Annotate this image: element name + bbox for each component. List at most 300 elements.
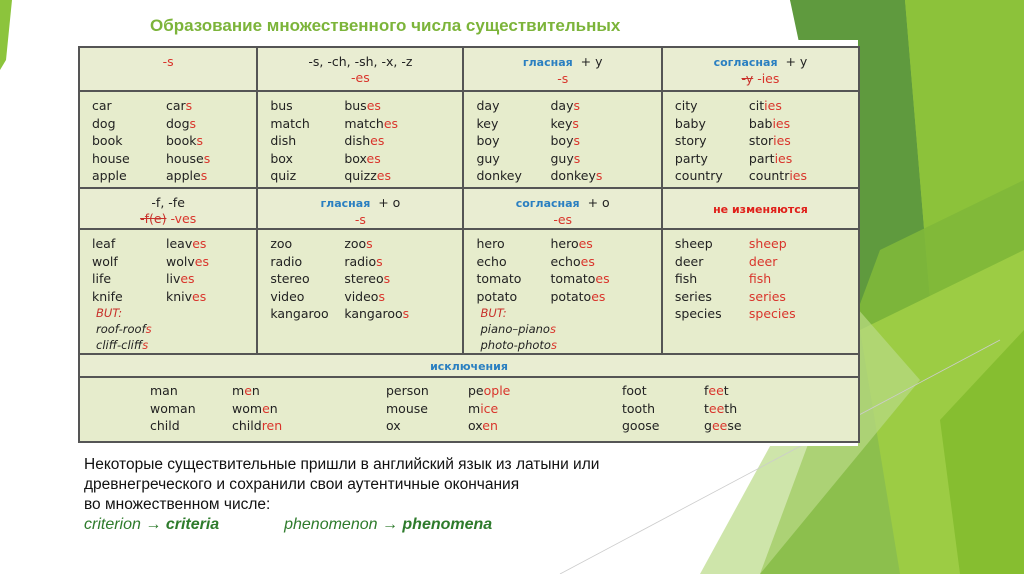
rule-ending xyxy=(464,71,660,87)
singular-word: day xyxy=(476,98,500,113)
exception-group xyxy=(386,382,622,435)
plural-word xyxy=(468,417,498,435)
plural-ending: s xyxy=(402,306,410,321)
plural-stem: liv xyxy=(166,271,181,286)
plural-stem: boy xyxy=(550,133,574,148)
plural-stem: se xyxy=(727,418,742,433)
plural-word xyxy=(550,97,580,115)
rule-letter-type: гласная xyxy=(320,197,371,210)
plural-ending: ice xyxy=(480,400,499,416)
plural-ending: ies xyxy=(772,115,791,131)
plural-word xyxy=(468,382,510,400)
word-pair xyxy=(476,150,660,168)
word-pair xyxy=(622,382,858,400)
plural-ending: es xyxy=(180,271,195,286)
plural-stem: donkey xyxy=(550,168,596,183)
singular-word: potato xyxy=(476,288,518,304)
but-example xyxy=(96,337,256,353)
word-pair xyxy=(150,400,386,418)
singular-word: goose xyxy=(622,418,660,433)
exception-group xyxy=(622,382,858,435)
plural-word xyxy=(344,115,398,133)
rule-condition-text: + y xyxy=(785,54,808,69)
plural-stem: cit xyxy=(748,98,765,113)
singular-word: video xyxy=(270,288,305,304)
plural-stem: dish xyxy=(344,133,371,148)
plural-ending: s xyxy=(189,115,197,131)
but-example xyxy=(96,321,256,337)
rule-header xyxy=(79,188,257,229)
plural-stem: wom xyxy=(232,400,263,416)
plural-stem: wolv xyxy=(166,253,195,269)
singular-word: zoo xyxy=(270,236,293,251)
exceptions-label: исключения xyxy=(430,360,508,373)
singular-word: bus xyxy=(270,98,293,113)
plural-word xyxy=(166,115,196,133)
rule-ending xyxy=(464,212,660,228)
plural-ending: es xyxy=(595,271,610,286)
word-pair xyxy=(675,235,858,253)
plural-ending: s xyxy=(550,338,557,352)
plural-word xyxy=(749,270,771,288)
plural-rules-table-image xyxy=(64,40,858,446)
word-pair xyxy=(270,115,462,133)
plural-ending: en xyxy=(482,418,498,433)
plural-word xyxy=(166,132,203,150)
plural-ending: ee xyxy=(708,383,724,398)
plural-ending: s xyxy=(383,271,391,286)
plural-stem: box xyxy=(344,150,367,166)
word-pair xyxy=(675,305,858,323)
word-pair xyxy=(92,270,256,288)
added-ending: -ies xyxy=(757,71,780,86)
plural-word xyxy=(166,97,192,115)
rule-letter-type: согласная xyxy=(515,197,580,210)
plural-ending: ies xyxy=(789,168,808,183)
singular-word: guy xyxy=(476,150,500,166)
example-1-base: criterion → xyxy=(84,516,162,533)
singular-word: deer xyxy=(674,253,704,269)
plural-word xyxy=(749,132,791,150)
singular-word: donkey xyxy=(476,168,522,183)
word-pair xyxy=(270,305,462,323)
plural-word xyxy=(166,270,195,288)
plural-ending: sheep xyxy=(748,236,787,251)
rule-words xyxy=(662,91,859,188)
plural-word xyxy=(550,253,594,271)
word-pair xyxy=(92,150,256,168)
singular-word: mouse xyxy=(386,400,428,416)
plural-word xyxy=(232,382,260,400)
plural-stem: stereo xyxy=(344,271,384,286)
plural-word xyxy=(704,400,737,418)
rule-header xyxy=(662,188,859,229)
rule-condition xyxy=(258,195,462,212)
added-ending: -s xyxy=(162,54,174,69)
rule-condition xyxy=(80,195,256,211)
word-pair xyxy=(675,97,858,115)
added-ending: -es xyxy=(351,70,370,85)
plural-ending: es xyxy=(366,150,381,166)
rule-condition xyxy=(258,54,462,70)
word-pair xyxy=(476,167,660,185)
singular-word: series xyxy=(674,288,712,304)
plural-stem: apple xyxy=(166,168,201,183)
added-ending: -ves xyxy=(170,211,197,226)
plural-ending: s xyxy=(378,288,385,304)
rule-condition-text: + y xyxy=(580,54,603,69)
word-pair xyxy=(150,382,386,400)
rule-ending xyxy=(663,71,858,87)
plural-ending: s xyxy=(200,168,208,183)
rule-condition xyxy=(464,54,660,71)
added-ending: -s xyxy=(354,212,366,227)
plural-ending: es xyxy=(194,253,209,269)
word-pair xyxy=(476,115,660,133)
rule-condition-text: -s, -ch, -sh, -x, -z xyxy=(308,54,413,69)
plural-stem: child xyxy=(232,418,262,433)
rule-words xyxy=(463,91,661,188)
plural-ending: es xyxy=(383,115,399,131)
plural-stem: roof-roof xyxy=(96,322,146,336)
plural-stem: cliff-cliff xyxy=(96,338,143,352)
plural-stem: t xyxy=(704,400,709,416)
note-line-2: древнегреческого и сохранили свои аутентичные окончания xyxy=(84,476,520,493)
rule-words xyxy=(463,229,661,354)
singular-word: kangaroo xyxy=(270,306,329,321)
plural-word xyxy=(344,132,384,150)
plural-stem: th xyxy=(724,400,738,416)
plural-stem: quizz xyxy=(344,168,377,183)
rule-condition xyxy=(663,195,858,218)
plural-ending: ee xyxy=(708,400,725,416)
singular-word: quiz xyxy=(270,168,297,183)
plural-word xyxy=(550,115,578,133)
plural-stem: tomato xyxy=(550,271,596,286)
plural-stem: book xyxy=(166,133,197,148)
latin-greek-note xyxy=(84,455,599,535)
removed-ending: -f(e) xyxy=(140,211,167,226)
plural-stem: n xyxy=(269,400,278,416)
plural-word xyxy=(468,400,498,418)
rule-header xyxy=(463,47,661,91)
singular-word: apple xyxy=(92,168,127,183)
added-ending: -s xyxy=(557,71,569,86)
singular-word: ox xyxy=(386,418,401,433)
plural-word xyxy=(550,167,602,185)
rule-words xyxy=(79,229,257,354)
singular-word: foot xyxy=(622,383,647,398)
word-pair xyxy=(270,132,462,150)
singular-word: stereo xyxy=(270,271,310,286)
singular-word: boy xyxy=(476,133,500,148)
plural-ending: es xyxy=(370,133,385,148)
word-pair xyxy=(92,167,256,185)
rule-condition xyxy=(464,195,660,212)
note-line-3: во множественном числе: xyxy=(84,496,271,513)
plural-word xyxy=(704,382,729,400)
word-pair xyxy=(675,150,858,168)
plural-ending: species xyxy=(748,306,796,321)
plural-ending: es xyxy=(192,288,207,304)
plural-word xyxy=(166,253,209,271)
exceptions-header xyxy=(79,354,859,377)
singular-word: tooth xyxy=(622,400,656,416)
plural-ending: ople xyxy=(483,383,511,398)
plural-word xyxy=(749,235,787,253)
word-pair xyxy=(476,270,660,288)
plural-ending: s xyxy=(196,133,203,148)
plural-word xyxy=(550,150,580,168)
plural-stem: stor xyxy=(748,133,774,148)
rule-words xyxy=(257,229,463,354)
word-pair xyxy=(675,288,858,306)
word-pair xyxy=(622,417,858,435)
plural-stem: photo-photo xyxy=(480,338,551,352)
plural-word xyxy=(344,97,381,115)
singular-word: child xyxy=(150,418,180,433)
plural-stem: g xyxy=(704,418,712,433)
singular-word: hero xyxy=(476,236,505,251)
singular-word: key xyxy=(476,115,499,131)
word-pair xyxy=(270,253,462,271)
word-pair xyxy=(92,235,256,253)
word-pair xyxy=(476,132,660,150)
singular-word: tomato xyxy=(476,271,522,286)
singular-word: dish xyxy=(270,133,297,148)
singular-word: wolf xyxy=(92,253,118,269)
word-pair xyxy=(675,167,858,185)
exception-group xyxy=(150,382,386,435)
but-label: BUT: xyxy=(96,306,123,320)
plural-word xyxy=(550,235,592,253)
plural-stem: dog xyxy=(166,115,190,131)
word-pair xyxy=(476,288,660,306)
plural-stem: echo xyxy=(550,253,581,269)
plural-stem: hero xyxy=(550,236,579,251)
plural-stem: f xyxy=(704,383,709,398)
plural-ending: s xyxy=(366,236,373,251)
plural-ending: s xyxy=(142,338,149,352)
singular-word: radio xyxy=(270,253,303,269)
exceptions-grid xyxy=(150,382,858,435)
singular-word: book xyxy=(92,133,123,148)
plural-word xyxy=(749,253,777,271)
word-pair xyxy=(92,288,256,306)
word-pair xyxy=(270,270,462,288)
rule-ending xyxy=(258,70,462,86)
plural-stem: m xyxy=(468,400,481,416)
rule-ending xyxy=(258,212,462,228)
plural-stem: leav xyxy=(166,236,193,251)
rule-words xyxy=(662,229,859,354)
rule-words xyxy=(257,91,463,188)
but-exceptions xyxy=(92,305,256,353)
but-example xyxy=(480,321,660,337)
plural-stem: part xyxy=(748,150,775,166)
plural-stem: n xyxy=(251,383,260,398)
plural-ending: es xyxy=(366,98,381,113)
word-pair xyxy=(386,417,622,435)
plural-ending: es xyxy=(376,168,391,183)
rule-condition-text: + o xyxy=(587,195,610,210)
word-pair xyxy=(92,132,256,150)
but-exceptions xyxy=(476,305,660,353)
rule-header xyxy=(257,47,463,91)
plural-word xyxy=(166,167,207,185)
word-pair xyxy=(270,150,462,168)
plural-stem: t xyxy=(723,383,729,398)
plural-stem: guy xyxy=(550,150,574,166)
singular-word: person xyxy=(386,383,429,398)
singular-word: dog xyxy=(92,115,116,131)
rule-ending xyxy=(80,54,256,70)
word-pair xyxy=(270,97,462,115)
plural-stem: day xyxy=(550,98,574,113)
plural-ending: s xyxy=(595,168,603,183)
plural-stem: car xyxy=(166,98,186,113)
rule-header xyxy=(257,188,463,229)
plural-word xyxy=(166,288,206,306)
plural-stem: video xyxy=(344,288,379,304)
singular-word: house xyxy=(92,150,130,166)
plural-word xyxy=(704,417,742,435)
plural-ending: es xyxy=(578,236,593,251)
word-pair xyxy=(675,132,858,150)
plural-stem: match xyxy=(344,115,384,131)
plural-word xyxy=(749,305,796,323)
word-pair xyxy=(92,253,256,271)
plural-word xyxy=(344,235,372,253)
plural-word xyxy=(749,115,790,133)
plural-ending: s xyxy=(203,150,211,166)
plural-ending: es xyxy=(591,288,606,304)
added-ending: -es xyxy=(553,212,573,227)
plural-stem: radio xyxy=(344,253,377,269)
word-pair xyxy=(270,288,462,306)
plural-stem: house xyxy=(166,150,204,166)
plural-stem: kangaroo xyxy=(344,306,403,321)
word-pair xyxy=(622,400,858,418)
plural-ending: s xyxy=(185,98,193,113)
plural-ending: e xyxy=(262,400,270,416)
plural-word xyxy=(550,270,609,288)
singular-word: city xyxy=(674,98,698,113)
plural-word xyxy=(166,235,206,253)
singular-word: box xyxy=(270,150,293,166)
plural-ending: ies xyxy=(764,98,782,113)
word-pair xyxy=(92,97,256,115)
plural-stem: bab xyxy=(748,115,773,131)
plural-word xyxy=(550,132,580,150)
singular-word: woman xyxy=(150,400,196,416)
plural-ending: s xyxy=(572,115,579,131)
singular-word: life xyxy=(92,271,112,286)
plural-stem: kniv xyxy=(166,288,193,304)
singular-word: man xyxy=(150,383,178,398)
plural-word xyxy=(749,167,807,185)
plural-word xyxy=(749,97,782,115)
rule-header xyxy=(79,47,257,91)
note-examples xyxy=(84,515,599,535)
example-1-plural: criteria xyxy=(165,516,220,533)
plural-stem: key xyxy=(550,115,573,131)
rule-unchanged: не изменяются xyxy=(713,203,808,216)
plural-word xyxy=(344,253,382,271)
singular-word: knife xyxy=(92,288,123,304)
plural-word xyxy=(749,288,786,306)
exceptions-words xyxy=(79,377,859,442)
plural-ending: es xyxy=(580,253,595,269)
plural-ending: s xyxy=(549,322,556,336)
plural-word xyxy=(344,305,409,323)
plural-word xyxy=(166,150,210,168)
plural-stem: pe xyxy=(468,383,484,398)
plural-stem: bus xyxy=(344,98,367,113)
but-label: BUT: xyxy=(480,306,507,320)
plural-ending: s xyxy=(573,98,580,113)
rule-header xyxy=(662,47,859,91)
plural-word xyxy=(749,150,792,168)
slide-title: Образование множественного числа существительных xyxy=(150,16,621,35)
plural-ending: s xyxy=(573,150,581,166)
word-pair xyxy=(270,167,462,185)
example-2-base: phenomenon → xyxy=(284,516,398,533)
removed-ending: -y xyxy=(741,71,754,86)
plural-ending: ies xyxy=(774,150,793,166)
plural-word xyxy=(344,270,390,288)
plural-stem: ox xyxy=(468,418,483,433)
word-pair xyxy=(476,253,660,271)
singular-word: country xyxy=(674,168,723,183)
plural-ending: ee xyxy=(711,418,728,433)
but-example xyxy=(480,337,660,353)
word-pair xyxy=(92,115,256,133)
word-pair xyxy=(675,270,858,288)
word-pair xyxy=(270,235,462,253)
plural-stem: m xyxy=(232,383,245,398)
word-pair xyxy=(386,400,622,418)
singular-word: sheep xyxy=(674,236,713,251)
plural-ending: ies xyxy=(773,133,791,148)
plural-ending: s xyxy=(573,133,580,148)
singular-word: story xyxy=(674,133,707,148)
plural-word xyxy=(344,150,380,168)
example-2-plural: phenomena xyxy=(402,516,493,533)
plural-word xyxy=(344,167,391,185)
rule-letter-type: гласная xyxy=(522,56,573,69)
plural-word xyxy=(232,417,282,435)
word-pair xyxy=(675,253,858,271)
rule-words xyxy=(79,91,257,188)
rule-letter-type: согласная xyxy=(713,56,778,69)
plural-stem: piano–piano xyxy=(480,322,550,336)
rule-header xyxy=(463,188,661,229)
plural-ending: ren xyxy=(261,418,283,433)
plural-rules-table xyxy=(78,46,860,443)
word-pair xyxy=(386,382,622,400)
plural-word xyxy=(344,288,385,306)
singular-word: car xyxy=(92,98,112,113)
plural-stem: countr xyxy=(748,168,790,183)
rule-condition-text: -f, -fe xyxy=(151,195,185,210)
plural-ending: s xyxy=(145,322,152,336)
rule-condition-text: + o xyxy=(378,195,401,210)
singular-word: party xyxy=(674,150,708,166)
plural-ending: fish xyxy=(748,271,772,286)
plural-word xyxy=(550,288,605,306)
note-line-1: Некоторые существительные пришли в английский язык из латыни или xyxy=(84,456,600,473)
